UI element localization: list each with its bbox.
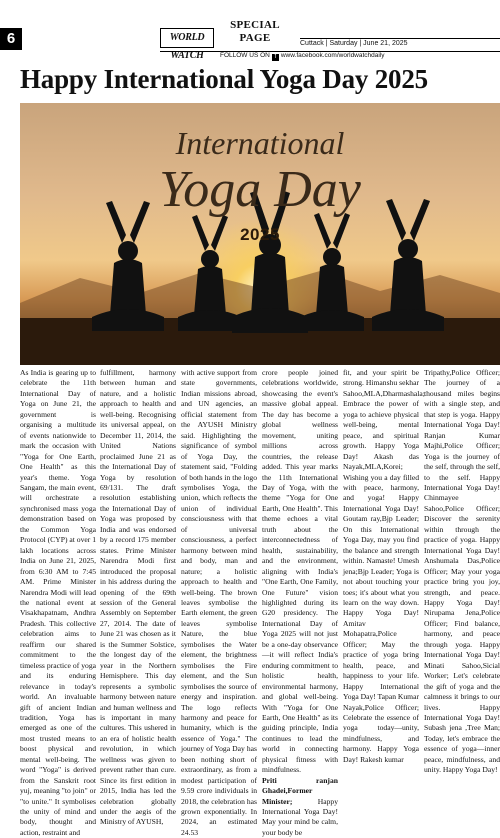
follow-label: FOLLOW US ON	[220, 52, 270, 59]
column-text: with active support from state governments, Indian missions abroad, and UN agencies, an official statement from the AYUSH Ministry said. Highlighting the significance of symbol of Yoga Day, the statement said, "Folding of both hands in the logo symbolises Yoga, the union, which reflects the union of individual consciousness with that of universal consciousness, a perfect harmony between mind and body, man and nature; a holistic approach to health and well-being. The brown leaves symbolise the Earth element, the green leaves symbolise Nature, the blue symbolises the Water element, the brightness symbolises the Fire element, and the Sun symbolises the source of energy and inspiration. The logo reflects harmony and peace for humanity, which is the essence of Yoga." The journey of Yoga Day has been nothing short of extraordinary, as from a modest participation of 9.59 crore individuals in 2018, the celebration has grown exponentially. In 2024, an estimated 24.53	[181, 368, 257, 837]
follow-us	[220, 52, 500, 61]
article-columns	[20, 368, 500, 837]
column-text: fulfillment, harmony between human and nature, and a holistic approach to health and well-being. Recognising its universal appeal, on December 11, 2014, the United Nations proclaimed June 21 as the International Day of Yoga by resolution 69/131. The draft resolution establishing the International Day of Yoga was proposed by India and was endorsed by a record 175 member states. Prime Minister Narendra Modi first introduced the proposal in his address during the opening of the 69th session of the General Assembly on September 27, 2014. The date of June 21 was chosen as it is the Summer Solstice, the longest day of the year in the Northern Hemisphere. This day represents a symbolic harmony between nature and human wellness and is important in many cultures. This ushered in an era of holistic health revolution, in which wellness was given to prevent rather than cure. Since its first edition in 2015, India has led the celebration globally under the aegis of the Ministry of AYUSH,	[100, 368, 176, 827]
article-column-4	[262, 368, 338, 837]
photo-year: 2025	[240, 225, 280, 244]
yoga-day-photo	[20, 103, 500, 365]
page-number: 6	[0, 28, 22, 50]
column-text: As India is gearing up to celebrate the 11th International Day of Yoga on June 21, the government is organising a multitude of events nationwide to mark the occasion with "Yoga for One Earth, One Health" as this year's theme. Yoga Sangam, the main event, will orchestrate a synchronised mass yoga demonstration based on the Common Yoga Protocol (CYP) at over 1 lakh locations across India on June 21, 2025, from 6:30 AM to 7:45 AM. Prime Minister Narendra Modi will lead the national event at Visakhapatnam, Andhra Pradesh. This collective celebration aims to reaffirm our shared commitment to the timeless practice of yoga and its enduring relevance in today's world. An invaluable gift of ancient Indian tradition, Yoga has emerged as one of the most trusted means to boost physical and mental well-being. The word "Yoga" is derived from the Sanskrit root yuj, meaning "to join" or "to unite." It symbolises the unity of mind and body, thought and action, restraint and	[20, 368, 96, 837]
newspaper-logo: WORLD WATCH	[160, 28, 214, 48]
greeting-text: Happy International Yoga Day! May your mind be calm, your body be	[262, 796, 338, 837]
facebook-link[interactable]: www.facebook.com/worldwatchdaily	[280, 52, 385, 59]
column-text: Tripathy,Police Officer; The journey of a thousand miles begins with a single step, and that step is yoga. Happy International Yoga Day! Ranjan Kumar Majhi,Police Officer; Yoga is the journey of the self, through the self, to the self. Happy International Yoga Day! Chinmayee Sahoo,Police Officer; Discover the serenity within through the practice of yoga. Happy International Yoga Day! Anshumala Das,Police Officer; May your yoga practice bring you joy, strength, and peace. Happy Yoga Day! Nirupama Jena,Police Officer; Find balance, harmony, and peace through yoga. Happy International Yoga Day! Minati Sahoo,Sicial Worker; Let's celebrate the gift of yoga and the calmness it brings to our lives. Happy International Yoga Day! Subash jena ,Tree Man; Today, let's embrace the essence of yoga—inner peace, mindfulness, and unity. Happy Yoga Day!	[424, 368, 500, 775]
column-text: crore people joined celebrations worldwide, showcasing the event's massive global appeal. The day has become a global wellness movement, uniting millions across countries, the release added. This year marks the 11th International Day of Yoga, with the theme "Yoga for One Earth, One Health". This theme echoes a vital truth about the interconnectedness of health, sustainability, and the environment, aligning with India's "One Earth, One Family, One Future" vision highlighted during its G20 presidency. The International Day of Yoga 2025 will not just be a one-day observance—it will reflect India's enduring commitment to holistic health, environmental harmony, and global well-being. With "Yoga for One Earth, One Health" as its guiding principle, India continues to lead the world in connecting physical fitness with mindfulness.	[262, 368, 338, 775]
page-headline: Happy International Yoga Day 2025	[20, 64, 428, 94]
photo-title-line-2: Yoga Day	[159, 161, 361, 218]
dateline: Cuttack | Saturday | June 21, 2025	[300, 38, 500, 49]
article-column-3	[181, 368, 257, 837]
article-column-1	[20, 368, 96, 837]
special-page-label	[222, 19, 288, 45]
article-column-6	[424, 368, 500, 775]
article-column-2	[100, 368, 176, 827]
greeting-author: Priti ranjan Ghadei,Former Minister;	[262, 775, 338, 806]
column-text: fit, and your spirit be strong. Himanshu sekhar Sahoo,MLA,Dharmashala; Embrace the power of yoga to achieve physical well-being, mental peace, and spiritual growth. Happy Yoga Day! Akash das Nayak,MLA,Korei; Wishing you a day filled with peace, harmony, and yoga! Happy International Yoga Day! Goutam ray,Bjp Leader; On this International Yoga Day, may you find the balance and strength within. Namaste! Umesh jena;Bjp Leader; Yoga is not about touching your toes; it's about what you learn on the way down. Happy Yoga Day! Amitav Mohapatra,Police Officer; May the practice of yoga bring health, peace, and happiness to your life. Happy International Yoga Day! Tapan Kumar Nayak,Police Officer; Celebrate the essence of yoga today—unity, mindfulness, and harmony. Happy Yoga Day! Rakesh kumar	[343, 368, 425, 764]
facebook-icon: f	[272, 54, 279, 61]
special-line-1: SPECIAL	[230, 19, 280, 31]
masthead	[0, 0, 500, 62]
photo-title-line-1: International	[175, 125, 345, 161]
special-line-2: PAGE	[239, 32, 271, 44]
article-column-5	[343, 368, 425, 764]
